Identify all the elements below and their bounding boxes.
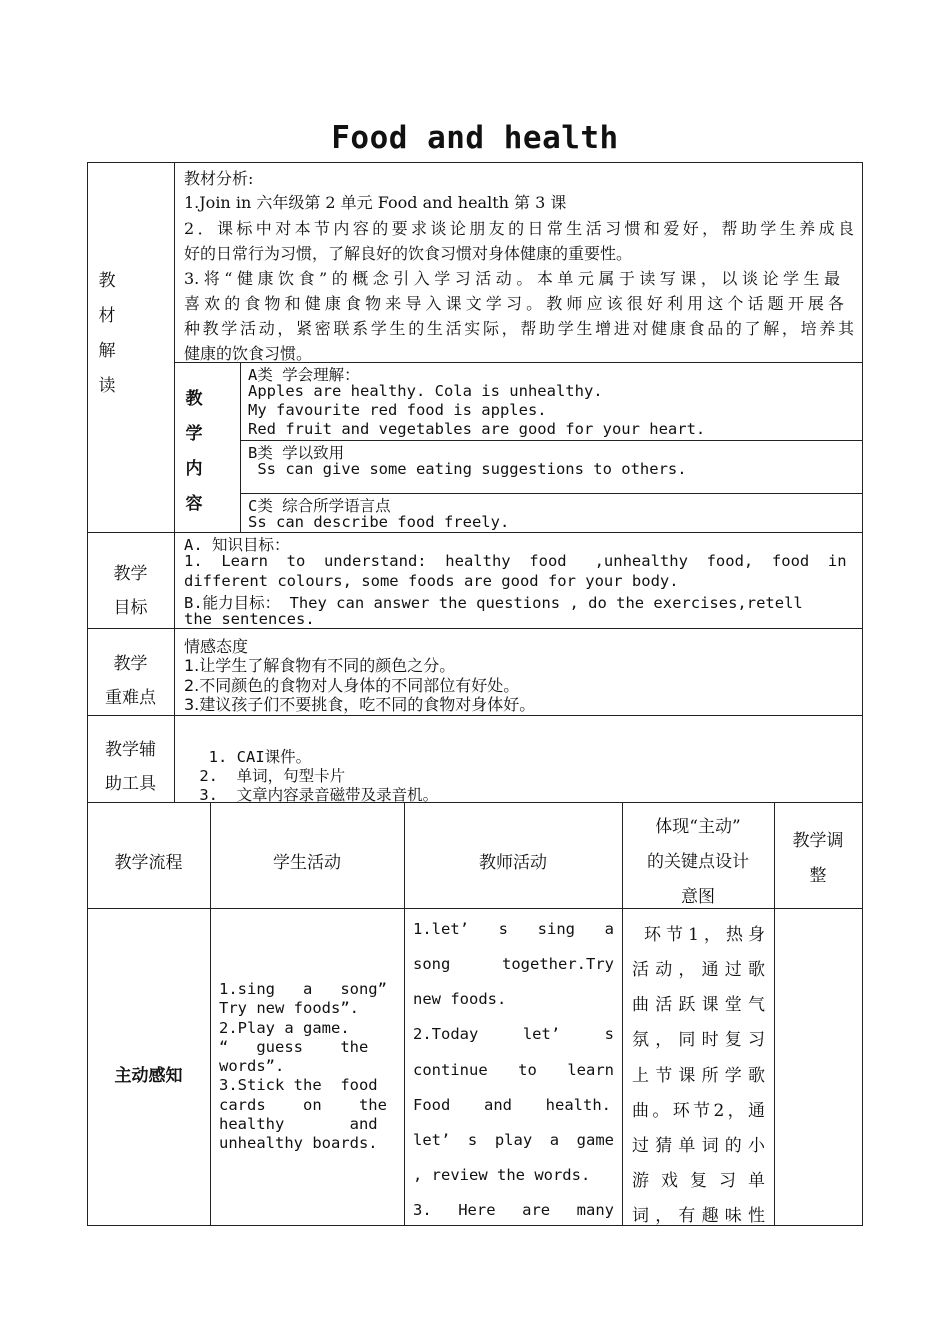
aids-label-line: 教学辅 [105, 740, 156, 760]
header-adjust-line: 教学调 [792, 831, 844, 851]
material-line: 喜欢的食物和健康食物来导入课文学习。教师应该很好利用这个话题开展各 [184, 294, 844, 313]
teacher-line: 3. Here are many [413, 1201, 614, 1219]
goals-label-line: 目标 [113, 598, 148, 618]
keypoint-line: 3.建议孩子们不要挑食，吃不同的食物对身体好。 [184, 695, 536, 714]
intent-line: 过猜单词的小 [632, 1136, 765, 1156]
teacher-line: let’ s play a game [413, 1131, 614, 1149]
content-label-char: 教 [185, 389, 203, 409]
header-student: 学生活动 [273, 853, 341, 873]
header-intent-line: 意图 [681, 887, 715, 907]
intent-line: 词，有趣味性 [632, 1206, 765, 1226]
intent-line: 活动，通过歌 [632, 960, 765, 980]
material-label-char: 材 [98, 306, 116, 326]
material-label-char: 教 [98, 271, 116, 291]
teacher-line: new foods. [413, 990, 507, 1008]
keypoints-label [87, 647, 174, 715]
material-line: 健康的饮食习惯。 [184, 344, 313, 363]
goals-line: the sentences. [184, 610, 315, 628]
content-label-char: 学 [185, 424, 203, 444]
student-line: 3.Stick the food [219, 1076, 378, 1094]
keypoint-line: 情感态度 [184, 637, 249, 656]
goals-label [87, 557, 174, 625]
goals-line: 1. Learn to understand: healthy food ,unhealthy food, food in [184, 552, 847, 570]
student-line: words”. [219, 1057, 285, 1075]
content-c-line: C类 综合所学语言点 [248, 497, 391, 515]
intent-line: 游戏复习单 [632, 1171, 765, 1191]
goals-line: different colours, some foods are good for your body. [184, 572, 679, 590]
material-label-char: 解 [98, 341, 116, 361]
content-b-line: B类 学以致用 [248, 444, 345, 462]
student-line: unhealthy boards. [219, 1134, 378, 1152]
keypoint-line: 1.让学生了解食物有不同的颜色之分。 [184, 656, 456, 675]
material-line: 3.将“健康饮食”的概念引入学习活动。本单元属于读写课，以谈论学生最 [184, 269, 840, 288]
content-a-line: Red fruit and vegetables are good for your heart. [248, 420, 706, 438]
teacher-line: 1.let’ s sing a [413, 920, 614, 938]
teacher-line: 2.Today let’ s [413, 1025, 614, 1043]
header-adjust [774, 824, 862, 894]
header-intent-line: 的关键点设计 [647, 852, 749, 872]
material-label [87, 264, 127, 404]
keypoints-label-line: 重难点 [105, 688, 156, 708]
student-line: cards on the [219, 1096, 387, 1114]
content-b-line: Ss can give some eating suggestions to others. [248, 460, 687, 478]
aid-item: 1. CAI课件。 [190, 748, 312, 766]
content-label [175, 382, 213, 522]
teacher-line: Food and health. [413, 1096, 611, 1114]
content-a-line: Apples are healthy. Cola is unhealthy. [248, 382, 603, 400]
aid-item: 3. 文章内容录音磁带及录音机。 [190, 786, 439, 804]
intent-line: 曲活跃课堂气 [632, 995, 765, 1015]
intent-line: 环节1，热身 [644, 925, 765, 945]
header-adjust-line: 整 [809, 866, 827, 886]
teacher-line: song together.Try [413, 955, 614, 973]
student-line: healthy and [219, 1115, 378, 1133]
material-heading: 教材分析: [184, 169, 254, 188]
header-teacher: 教师活动 [479, 853, 547, 873]
intent-line: 氛，同时复习 [632, 1030, 765, 1050]
content-label-char: 容 [185, 494, 203, 514]
header-flow: 教学流程 [114, 853, 183, 873]
keypoint-line: 2.不同颜色的食物对人身体的不同部位有好处。 [184, 676, 520, 695]
page-title: Food and health [331, 120, 619, 156]
student-line: Try new foods”. [219, 999, 359, 1017]
intent-line: 曲。环节2，通 [632, 1101, 765, 1121]
student-line: 2.Play a game. [219, 1019, 350, 1037]
intent-line: 上节课所学歌 [632, 1066, 765, 1086]
header-intent [622, 810, 774, 915]
stage-label: 主动感知 [114, 1066, 183, 1086]
content-label-char: 内 [185, 459, 203, 479]
aids-label [87, 733, 174, 801]
teacher-line: , review the words. [413, 1166, 591, 1184]
header-intent-line: 体现“主动” [655, 817, 741, 837]
keypoints-label-line: 教学 [113, 654, 148, 674]
material-label-char: 读 [98, 376, 116, 396]
aid-item: 2. 单词，句型卡片 [190, 767, 346, 785]
goals-line: B.能力目标： They can answer the questions , do the exercises,retell [184, 594, 803, 612]
material-line: 种教学活动，紧密联系学生的生活实际，帮助学生增进对健康食品的了解，培养其 [184, 319, 854, 338]
aids-label-line: 助工具 [105, 774, 156, 794]
goals-label-line: 教学 [113, 564, 148, 584]
goals-line: A. 知识目标： [184, 536, 290, 554]
material-line: 1.Join in 六年级第 2 单元 Food and health 第 3 课 [184, 193, 567, 212]
material-line: 好的日常行为习惯，了解良好的饮食习惯对身体健康的重要性。 [184, 244, 633, 263]
teacher-line: continue to learn [413, 1061, 614, 1079]
content-a-line: A类 学会理解： [248, 366, 360, 384]
content-a-line: My favourite red food is apples. [248, 401, 547, 419]
student-line: 1.sing a song” [219, 980, 387, 998]
content-c-line: Ss can describe food freely. [248, 513, 510, 531]
material-line: 2．课标中对本节内容的要求谈论朋友的日常生活习惯和爱好，帮助学生养成良 [184, 219, 854, 238]
student-line: “ guess the [219, 1038, 369, 1056]
